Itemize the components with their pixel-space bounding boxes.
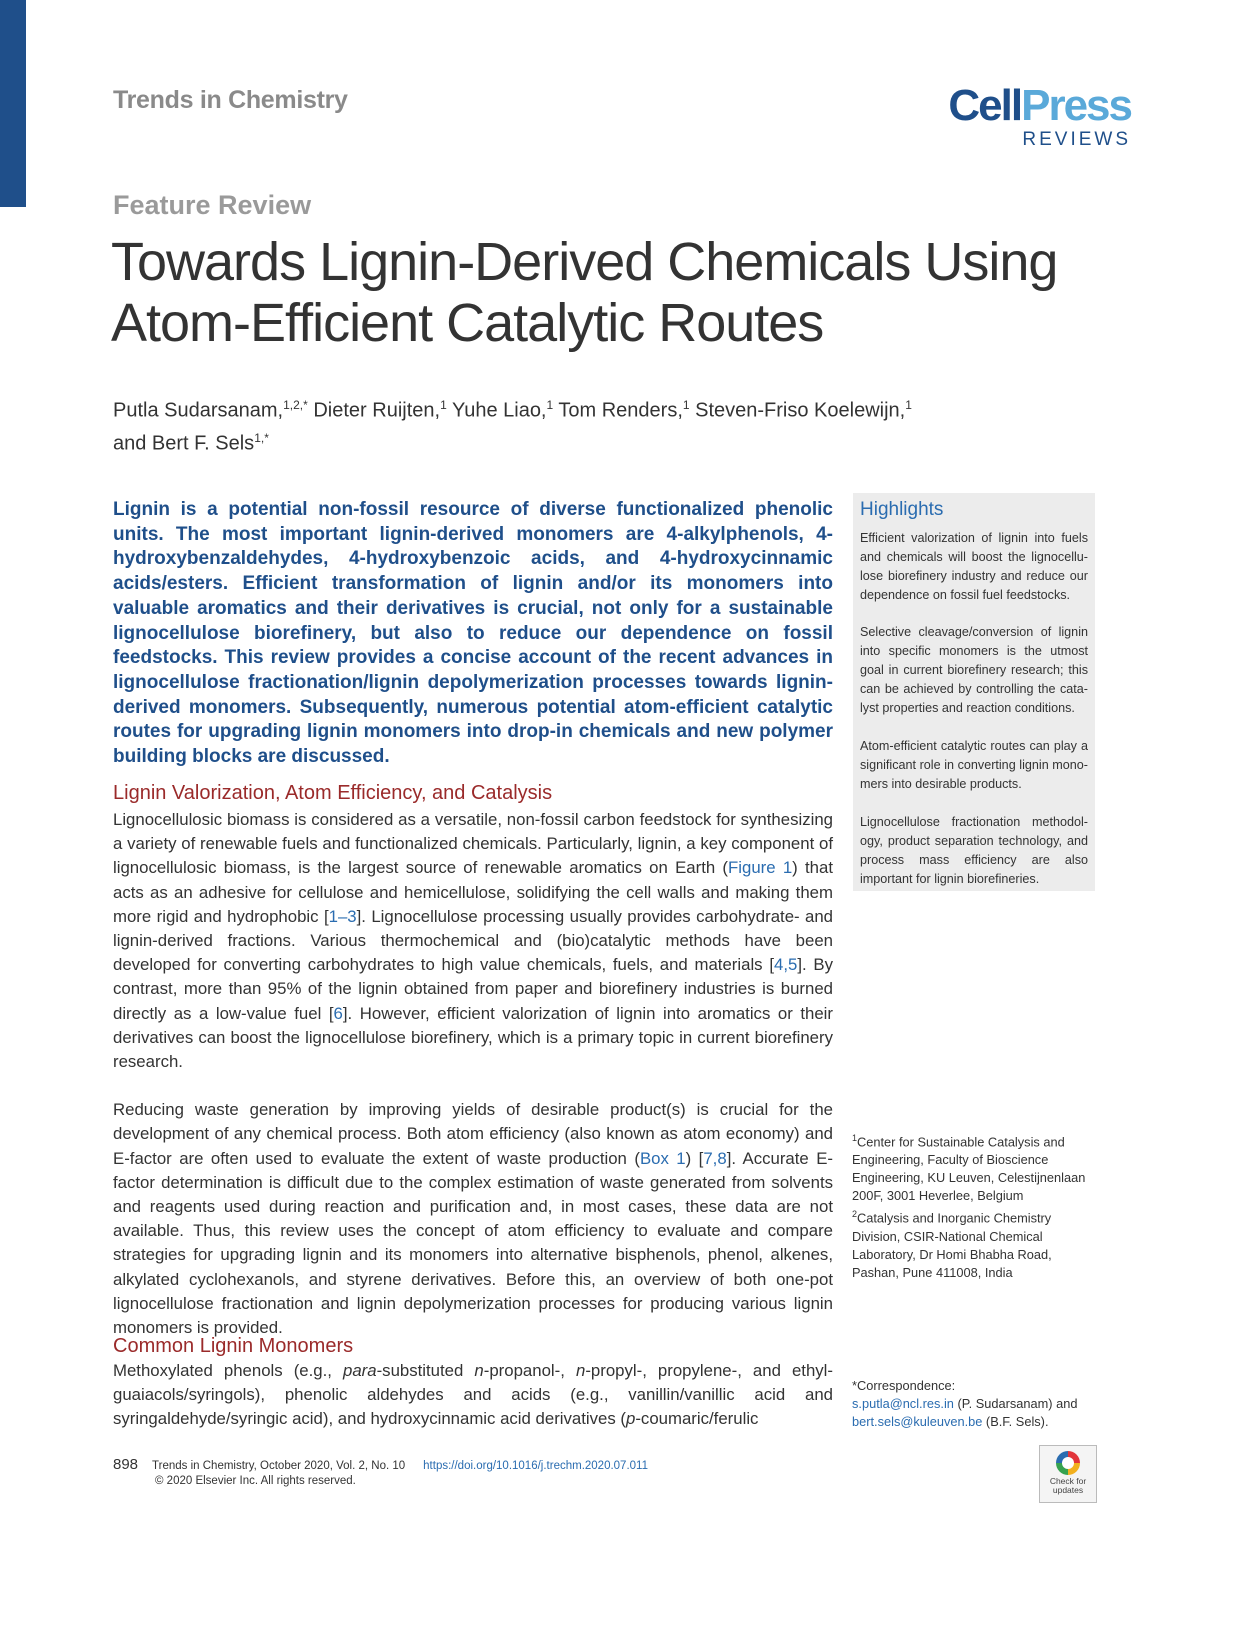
email-link[interactable]: s.putla@ncl.res.in xyxy=(852,1396,954,1411)
doi-link[interactable]: https://doi.org/10.1016/j.trechm.2020.07.011 xyxy=(423,1460,648,1472)
affiliation-item: $^2$Catalysis and Inorganic Chemistry Division, CSIR-National Chemical Laboratory, Dr Homi Bhabha Road, Pashan, Pune 411008, India xyxy=(852,1209,1052,1280)
affiliation-item: $^1$Center for Sustainable Catalysis and Engineering, Faculty of Bioscience Engineering, KU Leuven, Celestijnenlaan 200F, 3001 Heverlee, Belgium xyxy=(852,1133,1086,1204)
highlights-heading: Highlights xyxy=(860,499,944,520)
section-heading-common-monomers: Common Lignin Monomers xyxy=(113,1335,354,1357)
email-link[interactable]: bert.sels@kuleuven.be xyxy=(852,1414,983,1429)
author-list: Putla Sudarsanam,$^{1,2,*}$ Dieter Ruijten,$^1$ Yuhe Liao,$^1$ Tom Renders,$^1$ Steven-Friso Koelewijn,$^1$ and Bert F. Sels$^{1,*}$ xyxy=(113,398,912,455)
check-for-updates-button[interactable] xyxy=(1039,1445,1097,1503)
highlight-item: Selective cleavage/conversion of lignin into specific monomers is the utmost goal in current biorefinery research; this can be achieved by controlling the cata-lyst properties and reaction conditions. xyxy=(860,625,1088,715)
page-number: 898 xyxy=(113,1456,139,1473)
cellpress-logo xyxy=(948,81,1131,150)
highlight-item: Atom-efficient catalytic routes can play a significant role in converting lignin mono-mers into desirable products. xyxy=(860,739,1088,791)
journal-color-bar xyxy=(0,0,26,207)
reference-link[interactable]: 4,5 xyxy=(774,955,798,975)
highlights-box xyxy=(853,493,1095,891)
journal-name: Trends in Chemistry xyxy=(113,86,348,114)
reference-link[interactable]: 1–3 xyxy=(328,906,357,926)
page-footer xyxy=(113,1456,648,1487)
affiliations xyxy=(852,1129,1102,1282)
reference-link[interactable]: 7,8 xyxy=(703,1148,727,1168)
abstract: Lignin is a potential non-fossil resource of diverse functionalized phenolic units. The most important lignin-derived monomers are 4-alkylphenols, 4-hydroxybenzaldehydes, 4-hydroxybenzoic acids, and 4-hydroxycinnamic acids/esters. Efficient transformation of lignin and/or its monomers into valuable aromatics and their derivatives is crucial, not only for a sustainable lignocellulose biorefinery, but also to reduce our dependence on fossil feedstocks. This review provides a concise account of the recent advances in lignocellulose fractionation/lignin depolymerization processes towards lignin-derived monomers. Subsequently, numerous potential atom-efficient catalytic routes for upgrading lignin monomers into drop-in chemicals and new polymer building blocks are discussed. xyxy=(113,499,833,768)
citation: Trends in Chemistry, October 2020, Vol. 2, No. 10 xyxy=(152,1460,406,1472)
paragraph: Lignocellulosic biomass is considered as a versatile, non-fossil carbon feedstock for synthesizing a variety of renewable fuels and functionalized chemicals. Particularly, lignin, a key component of lignocellulosic biomass, is the largest source of renewable aromatics on Earth (Figure 1) that acts as an adhesive for cellulose and hemicellulose, solidifying the cell walls and making them more rigid and hydrophobic [1–3]. Lignocellulose processing usually provides carbohydrate- and lignin-derived fractions. Various thermochemical and (bio)catalytic methods have been developed for converting carbohydrates to high value chemicals, fuels, and materials [4,5]. By contrast, more than 95% of the lignin obtained from paper and biorefinery industries is burned directly as a low-value fuel [6]. However, efficient valorization of lignin into aromatics or their derivatives can boost the lignocellulose biorefinery, which is a primary topic in current biorefinery research. xyxy=(113,810,834,1072)
article-type: Feature Review xyxy=(113,190,312,220)
crossmark-icon xyxy=(1056,1451,1080,1475)
highlight-item: Efficient valorization of lignin into fuels and chemicals will boost the lignocellu-lose biorefinery industry and reduce our dependence on fossil fuel feedstocks. xyxy=(860,531,1088,602)
logo-reviews: REVIEWS xyxy=(1022,129,1131,150)
article-title: Towards Lignin-Derived Chemicals Using Atom-Efficient Catalytic Routes xyxy=(111,232,1058,353)
paragraph: Reducing waste generation by improving yields of desirable product(s) is crucial for the development of any chemical process. Both atom efficiency (also known as atom economy) and E-factor are often used to evaluate the extent of waste production (Box 1) [7,8]. Accurate E-factor determination is difficult due to the complex estimation of waste generated from solvents and reagents used during reaction and purification and, in most cases, these data are not available. Thus, this review uses the concept of atom efficiency to evaluate and compare strategies for upgrading lignin and its monomers into alternative bisphenols, phenol, alkenes, alkylated cyclohexanols, and styrene derivatives. Before this, an overview of both one-pot lignocellulose fractionation and lignin depolymerization processes for producing various lignin monomers is provided. xyxy=(113,1100,833,1338)
logo-wordmark: CellPress xyxy=(948,81,1131,130)
section2-body xyxy=(113,1359,833,1432)
box-link[interactable]: Box 1 xyxy=(639,1148,686,1168)
correspondence: *Correspondence: s.putla@ncl.res.in (P. Sudarsanam) and bert.sels@kuleuven.be (B.F. Sels). xyxy=(852,1377,1102,1431)
correspondence-label: *Correspondence: xyxy=(852,1378,956,1393)
highlight-item: Lignocellulose fractionation methodol-ogy, product separation technology, and process mass efficiency are also important for lignin biorefineries. xyxy=(860,815,1088,886)
figure-link[interactable]: Figure 1 xyxy=(728,858,793,878)
paragraph: Methoxylated phenols (e.g., para-substituted n-propanol-, n-propyl-, propylene-, and ethyl-guaiacols/syringols), phenolic aldehydes and acids (e.g., vanillin/vanillic acid and syringaldehyde/syringic acid), and hydroxycinnamic acid derivatives (p-coumaric/ferulic xyxy=(113,1361,834,1429)
reference-link[interactable]: 6 xyxy=(333,1003,343,1023)
section1-body xyxy=(113,808,833,1340)
badge-label: Check for updates xyxy=(1049,1476,1087,1495)
section-heading-lignin-valorization: Lignin Valorization, Atom Efficiency, and Catalysis xyxy=(113,782,553,804)
copyright: © 2020 Elsevier Inc. All rights reserved. xyxy=(155,1475,356,1487)
